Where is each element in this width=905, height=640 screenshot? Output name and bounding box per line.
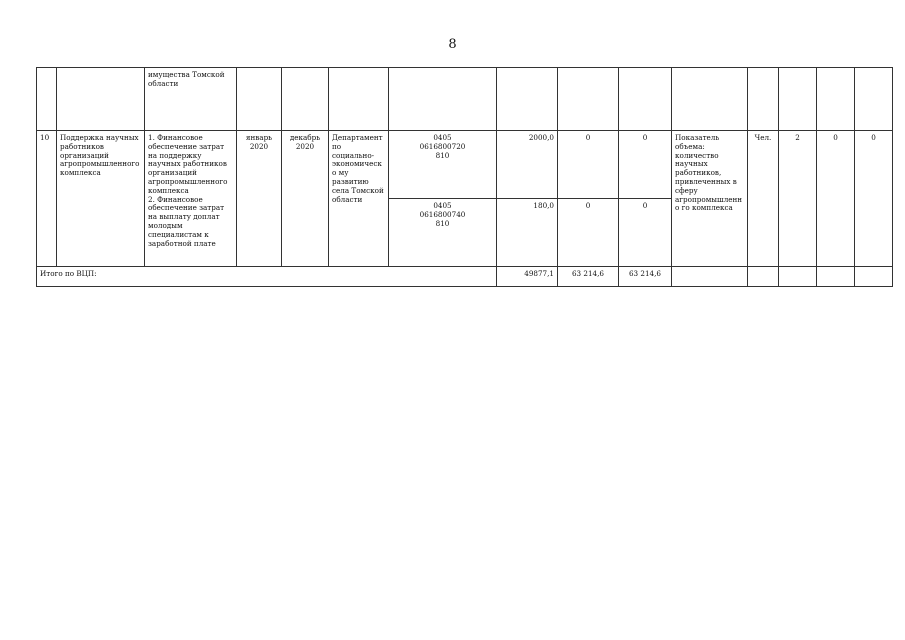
budget-code-cell: 0405 0616800740 810 <box>389 199 497 267</box>
indicator-value-cell: 0 <box>855 131 893 267</box>
program-table <box>36 67 893 287</box>
total-amount: 63 214,6 <box>558 267 619 287</box>
end-date-cell: декабрь 2020 <box>282 131 329 267</box>
amount-cell: 0 <box>558 131 619 199</box>
indicator-value-cell: 2 <box>779 131 817 267</box>
executor-cell: Департамент по социально-экономическо му развитию села Томской области <box>329 131 389 267</box>
total-row <box>37 267 893 287</box>
budget-code-cell: 0405 0616800720 810 <box>389 131 497 199</box>
amount-cell: 180,0 <box>497 199 558 267</box>
amount-cell: 0 <box>558 199 619 267</box>
row-number: 10 <box>37 131 57 267</box>
amount-cell: 0 <box>619 199 672 267</box>
amount-cell: 0 <box>619 131 672 199</box>
unit-cell: Чел. <box>748 131 779 267</box>
total-amount: 63 214,6 <box>619 267 672 287</box>
page-number: 8 <box>448 37 457 52</box>
activities-cell: 1. Финансовое обеспечение затрат на поддержку научных работников организаций агропромышленного комплекса 2. Финансовое обеспечение затрат на выплату доплат молодым специалистам к заработной плате <box>145 131 237 267</box>
indicator-cell: Показатель объема: количество научных работников, привлеченных в сферу агропромышленно го комплекса <box>672 131 748 267</box>
total-label: Итого по ВЦП: <box>37 267 497 287</box>
amount-cell: 2000,0 <box>497 131 558 199</box>
indicator-value-cell: 0 <box>817 131 855 267</box>
start-date-cell: январь 2020 <box>237 131 282 267</box>
table-row-10 <box>37 131 893 199</box>
task-cell: Поддержка научных работников организаций агропромышленного комплекса <box>57 131 145 267</box>
total-amount: 49877,1 <box>497 267 558 287</box>
activity-cell: имущества Томской области <box>145 68 237 131</box>
table-row-continued <box>37 68 893 131</box>
